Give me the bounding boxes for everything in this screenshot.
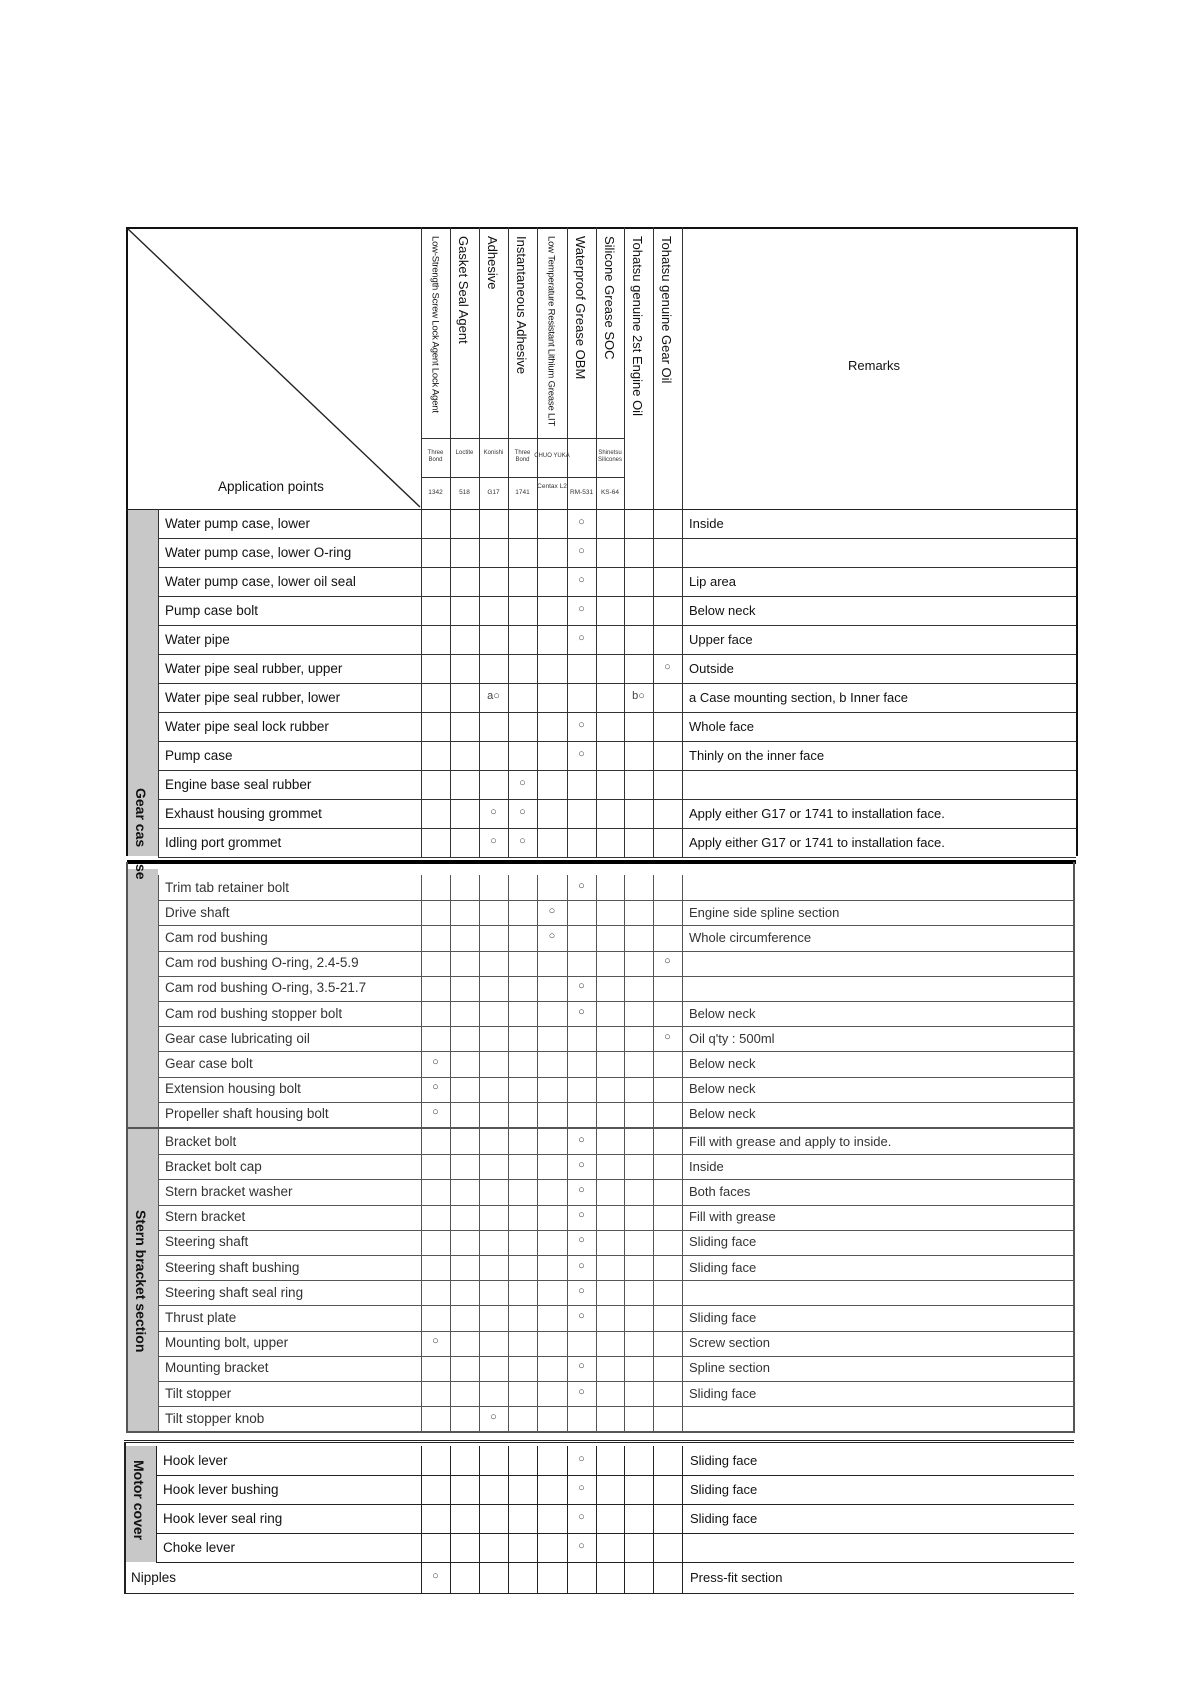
col-line [421,1129,422,1431]
col-line [537,1562,538,1593]
col-line [537,1129,538,1431]
col-line [653,1446,654,1562]
remark-text: Both faces [689,1184,751,1199]
part-name: Mounting bracket [165,1360,269,1376]
part-name: Water pipe seal lock rubber [165,718,329,734]
header-col-code: KS-64 [600,489,620,496]
row-line [158,1356,1074,1357]
row-line [158,712,1076,713]
header-col-name: Instantaneous Adhesive [514,236,529,375]
header-col-line [624,227,625,509]
row-line [158,1331,1074,1332]
part-name: Cam rod bushing stopper bolt [165,1005,343,1021]
application-mark: ○ [519,776,526,789]
application-mark: ○ [578,1184,585,1196]
col-line [567,509,568,857]
row-line [156,1504,1074,1505]
part-name: Tilt stopper [165,1385,232,1401]
part-name: Bracket bolt [165,1133,237,1149]
col-line [653,509,654,857]
part-name: Tilt stopper knob [165,1410,265,1426]
remark-text: Whole circumference [689,930,812,945]
part-name: Stern bracket washer [165,1184,293,1199]
row-line [158,1077,1074,1078]
application-mark: ○ [578,1360,585,1373]
header-col-line [596,227,597,509]
row-line [158,1255,1074,1256]
application-mark: ○ [578,747,585,760]
application-mark: ○ [578,1539,585,1552]
row-line [158,1102,1074,1103]
col-line [479,509,480,857]
part-name: Hook lever bushing [163,1481,279,1497]
row-line [156,1533,1074,1534]
row-line [158,1001,1074,1002]
application-points-header: Application points [218,479,324,494]
application-mark: ○ [664,1030,671,1043]
header-col-code: RM-531 [569,489,594,496]
part-name: Cam rod bushing O-ring, 2.4-5.9 [165,955,359,971]
header-col-line [508,227,509,509]
row-line [158,1305,1074,1306]
col-line [421,509,422,857]
remark-text: Below neck [689,1106,756,1122]
application-mark: ○ [432,1335,439,1348]
header-col-name: Gasket Seal Agent [456,236,471,344]
col-line [596,1446,597,1562]
application-mark: ○ [578,631,585,644]
part-name: Water pump case, lower [165,515,311,531]
remark-text: Sliding face [689,1310,757,1325]
header-code-line [421,477,624,478]
application-mark: ○ [664,955,671,968]
part-name: Mounting bolt, upper [165,1335,289,1351]
part-name: Pump case bolt [165,602,259,618]
row-line [158,1026,1074,1027]
col-line [624,1446,625,1562]
application-mark: ○ [578,602,585,615]
row-line [156,1562,1074,1563]
col-line [537,875,538,1127]
application-mark: ○ [578,718,585,731]
application-mark: ○ [578,1452,585,1465]
row-line [158,654,1076,655]
remark-text: a Case mounting section, b Inner face [689,689,908,705]
remark-text: Whole face [689,718,755,734]
col-line [156,1446,157,1562]
col-line [567,1562,568,1593]
header-col-line [567,227,568,509]
header-col-maker: Three Bond [514,450,531,463]
header-col-line [450,227,451,509]
part-name: Hook lever [163,1452,228,1468]
row-line [158,683,1076,684]
remark-text: Outside [689,660,734,676]
part-name: Water pump case, lower O-ring [165,544,352,560]
col-line [479,1446,480,1562]
application-mark: ○ [578,1510,585,1523]
col-line [158,875,159,1127]
col-line [508,1562,509,1593]
col-line [682,509,683,857]
header-col-maker: Three Bond [427,450,444,463]
gear-case-label-bottom: se [133,864,149,880]
col-line [479,1562,480,1593]
col-line [596,509,597,857]
part-name: Steering shaft [165,1234,249,1250]
header-col-maker: Shinetsu Silicones [597,450,622,463]
application-mark: ○ [578,1209,585,1222]
col-line [567,875,568,1127]
row-line [158,1154,1074,1155]
col-line [508,875,509,1127]
part-name: Stern bracket [165,1209,246,1225]
header-col-code: Centax L2 [537,483,567,490]
col-line [624,1562,625,1593]
application-mark: ○ [432,1106,439,1119]
col-line [624,509,625,857]
remark-text: Below neck [689,1005,756,1021]
row-line [158,900,1074,901]
header-col-name: Adhesive [485,236,500,290]
header-col-code: 1741 [515,489,530,496]
nipples-part-name: Nipples [131,1570,177,1585]
remark-text: Inside [689,1158,724,1174]
header-col-line [421,227,422,509]
application-mark: ○ [519,834,526,847]
part-name: Exhaust housing grommet [165,805,322,821]
col-line [596,1129,597,1431]
remark-text: Sliding face [690,1452,758,1468]
nipples-remark: Press-fit section [690,1570,783,1585]
application-mark: ○ [578,1158,585,1171]
application-mark: ○ [578,1385,585,1398]
col-line [682,1129,683,1431]
col-line [596,1562,597,1593]
part-name: Gear case lubricating oil [165,1030,310,1046]
application-mark: ○ [578,1259,585,1272]
col-line [450,509,451,857]
part-name: Water pump case, lower oil seal [165,573,356,589]
part-name: Water pipe [165,631,230,647]
remark-text: Lip area [689,573,736,589]
col-line [653,1129,654,1431]
row-line [158,1230,1074,1231]
remarks-header: Remarks [848,358,901,373]
col-line [682,1446,683,1562]
header-col-maker: Konishi [483,450,504,456]
part-name: Trim tab retainer bolt [165,879,290,895]
col-line [450,1446,451,1562]
row-line [158,538,1076,539]
remark-text: Engine side spline section [689,904,840,920]
row-line [158,1431,1074,1432]
page-break-line [127,860,1076,864]
remark-text: Fill with grease [689,1209,776,1225]
part-name: Thrust plate [165,1310,237,1325]
header-col-line [653,227,654,509]
remark-text: Sliding face [690,1481,758,1497]
application-mark: ○ [578,515,585,528]
application-mark: ○ [490,805,497,818]
row-line [158,857,1076,858]
header-col-maker-merged: CHUO YUKA [534,453,570,459]
nipples-row-bottom-line [124,1593,1074,1594]
part-name: Drive shaft [165,904,230,920]
header-col-line [682,227,683,509]
col-line [567,1129,568,1431]
header-col-name: Low-Strength Screw Lock Agent Lock Agent [429,236,441,413]
part-name: Propeller shaft housing bolt [165,1106,329,1122]
row-line [158,925,1074,926]
part-name: Idling port grommet [165,834,282,850]
application-mark: ○ [578,1234,585,1247]
row-line [158,1051,1074,1052]
application-mark: ○ [578,573,585,586]
row-line [158,828,1076,829]
row-line [158,567,1076,568]
header-col-line [537,227,538,509]
application-mark: ○ [578,1284,585,1297]
col-line [508,1446,509,1562]
row-line [158,770,1076,771]
application-mark: ○ [578,1310,585,1322]
remark-text: Sliding face [689,1259,757,1275]
row-line [158,1127,1074,1128]
stern-bracket-label: Stern bracket section [133,1210,149,1353]
remark-text: Apply either G17 or 1741 to installation face. [689,805,945,821]
remark-text: Sliding face [690,1510,758,1526]
header-bottom-line [126,509,1076,510]
col-line [158,1129,159,1431]
row-line [158,1381,1074,1382]
col-line [624,1129,625,1431]
header-col-maker: Loctite [455,450,474,456]
col-line [421,1446,422,1562]
row-line [158,1280,1074,1281]
part-name: Choke lever [163,1539,236,1555]
gear-case-label-top: Gear cas [133,788,149,848]
col-line [421,875,422,1127]
row-line [158,596,1076,597]
col-line [596,875,597,1127]
application-mark: ○ [490,1410,497,1423]
col-line [450,1129,451,1431]
col-line [450,875,451,1127]
application-mark: ○ [664,660,671,673]
col-line [653,875,654,1127]
col-line [682,875,683,1127]
part-name: Pump case [165,747,233,763]
application-mark: b○ [632,689,645,702]
header-col-name: Tohatsu genuine 2st Engine Oil [630,236,645,416]
remark-text: Thinly on the inner face [689,747,825,763]
application-mark: ○ [519,805,526,818]
remark-text: Apply either G17 or 1741 to installation face. [689,834,945,850]
remark-text: Below neck [689,1081,756,1097]
col-line [479,875,480,1127]
motor-cover-label: Motor cover [131,1460,147,1541]
row-line [158,1179,1074,1180]
col-line [508,1129,509,1431]
application-mark: ○ [432,1570,439,1582]
remark-text: Sliding face [689,1385,757,1401]
row-line [156,1475,1074,1476]
header-col-name: Tohatsu genuine Gear Oil [659,236,674,384]
col-line [567,1446,568,1562]
part-name: Steering shaft seal ring [165,1284,304,1300]
col-line [624,875,625,1127]
application-mark: ○ [578,1133,585,1146]
application-mark: ○ [548,904,556,917]
col-line [653,1562,654,1593]
remark-text: Screw section [689,1335,770,1351]
row-line [158,1406,1074,1407]
remark-text: Oil q'ty : 500ml [689,1030,775,1046]
header-col-name: Low Temperature Resistant Lithium Grease LIT [545,236,557,427]
remark-text: Spline section [689,1360,770,1376]
part-name: Steering shaft bushing [165,1259,300,1275]
header-col-name: Waterproof Grease OBM [573,236,588,380]
col-line [537,1446,538,1562]
row-line [158,951,1074,952]
col-line [537,509,538,857]
remark-text: Inside [689,515,724,531]
remark-text: Upper face [689,631,753,647]
application-mark: ○ [578,980,585,993]
header-col-code: G17 [487,489,500,496]
application-mark: ○ [548,930,556,942]
col-line [158,509,159,857]
remark-text: Below neck [689,1056,756,1071]
part-name: Extension housing bolt [165,1081,301,1097]
row-line [158,976,1074,977]
remark-text: Below neck [689,602,756,618]
gear-case-side-band-lower [126,869,158,1127]
application-mark: ○ [432,1081,439,1094]
part-name: Cam rod bushing [165,930,268,945]
row-line [158,741,1076,742]
col-line [479,1129,480,1431]
row-line [158,1205,1074,1206]
part-name: Water pipe seal rubber, lower [165,689,341,705]
part-name: Hook lever seal ring [163,1510,283,1526]
col-line [508,509,509,857]
application-mark: ○ [490,834,497,847]
application-mark: a○ [487,689,500,702]
remark-text: Fill with grease and apply to inside. [689,1133,892,1149]
header-col-code: 518 [459,489,470,496]
application-mark: ○ [578,1481,585,1494]
col-line [450,1562,451,1593]
application-mark: ○ [432,1056,439,1068]
application-mark: ○ [578,879,585,892]
header-col-name: Silicone Grease SOC [602,236,617,360]
col-line [682,1562,683,1593]
part-name: Engine base seal rubber [165,776,312,792]
part-name: Water pipe seal rubber, upper [165,660,343,676]
remark-text: Sliding face [689,1234,757,1250]
application-mark: ○ [578,544,585,557]
header-col-code: 1342 [428,489,443,496]
row-line [158,625,1076,626]
application-mark: ○ [578,1005,585,1018]
header-col-line [479,227,480,509]
header-diagonal [126,227,422,509]
part-name: Gear case bolt [165,1056,253,1071]
row-line [158,799,1076,800]
part-name: Bracket bolt cap [165,1158,262,1174]
header-maker-line [421,438,624,439]
part-name: Cam rod bushing O-ring, 3.5-21.7 [165,980,367,996]
